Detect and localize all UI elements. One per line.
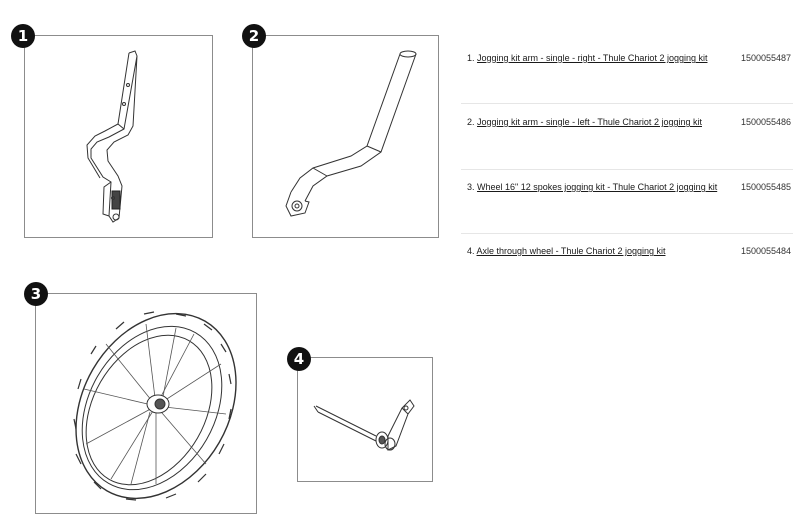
figure-2-badge: 2 bbox=[242, 24, 266, 48]
part-index: 3. bbox=[467, 182, 475, 192]
jogging-arm-right-drawing bbox=[25, 36, 214, 239]
part-index: 2. bbox=[467, 117, 475, 127]
part-link[interactable]: Jogging kit arm - single - left - Thule Chariot 2 jogging kit bbox=[477, 117, 702, 127]
part-link[interactable]: Jogging kit arm - single - right - Thule Chariot 2 jogging kit bbox=[477, 53, 708, 63]
figure-2-frame bbox=[248, 27, 439, 238]
figure-4-frame bbox=[293, 350, 433, 482]
part-number: 1500055486 bbox=[740, 117, 791, 127]
part-index: 4. bbox=[467, 246, 475, 256]
jogging-arm-left-drawing bbox=[253, 36, 440, 239]
axle-drawing bbox=[298, 358, 434, 483]
part-number: 1500055484 bbox=[740, 246, 791, 256]
list-item bbox=[461, 40, 793, 104]
list-item bbox=[461, 234, 793, 274]
figure-1-frame bbox=[17, 27, 213, 238]
figure-3-badge: 3 bbox=[24, 282, 48, 306]
part-number: 1500055485 bbox=[740, 182, 791, 192]
figure-4-badge: 4 bbox=[287, 347, 311, 371]
part-index: 1. bbox=[467, 53, 475, 63]
part-number: 1500055487 bbox=[740, 53, 791, 63]
parts-list bbox=[461, 40, 793, 274]
figure-1-badge: 1 bbox=[11, 24, 35, 48]
wheel-drawing bbox=[36, 294, 258, 515]
list-item bbox=[461, 104, 793, 170]
figure-3-frame bbox=[30, 285, 257, 514]
list-item bbox=[461, 170, 793, 234]
part-link[interactable]: Axle through wheel - Thule Chariot 2 jogging kit bbox=[476, 246, 666, 256]
part-link[interactable]: Wheel 16" 12 spokes jogging kit - Thule Chariot 2 jogging kit bbox=[477, 182, 718, 192]
